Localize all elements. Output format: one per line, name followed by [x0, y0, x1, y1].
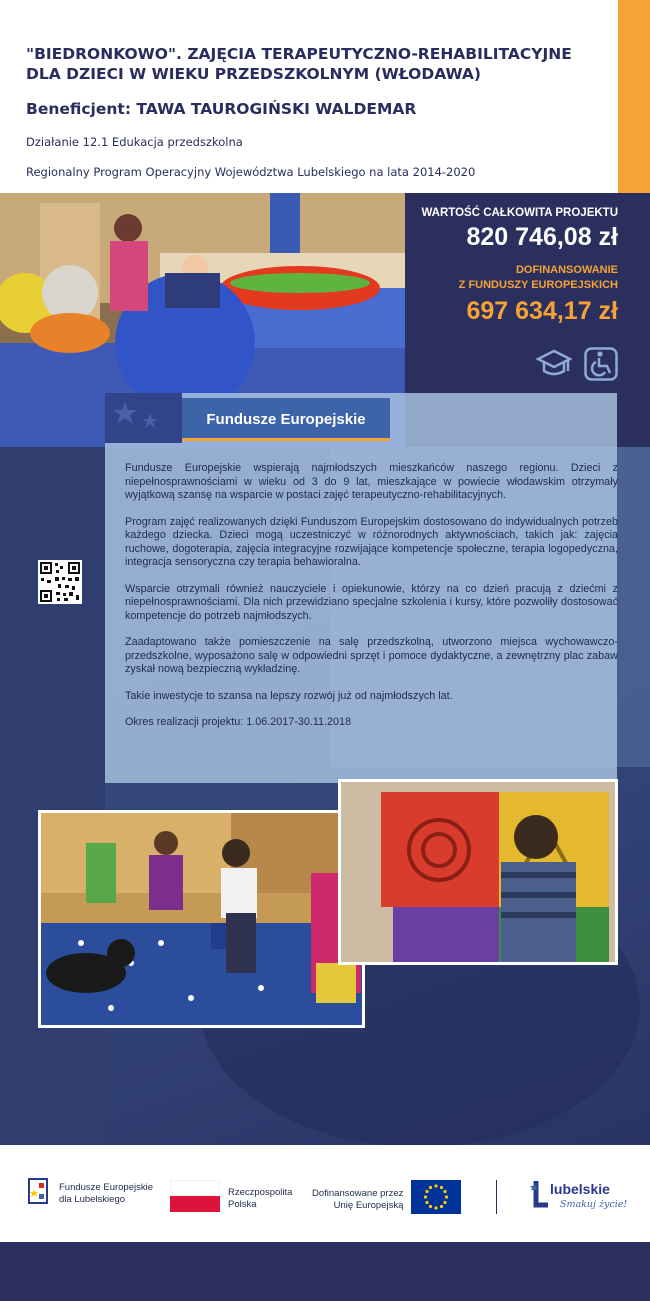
- section-tab-fundusze: Fundusze Europejskie: [182, 398, 390, 440]
- ue-logo: [312, 1180, 461, 1219]
- rp-text: [228, 1187, 292, 1211]
- ue-text: [312, 1188, 403, 1212]
- rp-line1: Rzeczpospolita: [228, 1186, 293, 1198]
- total-value: 820 746,08 zł: [466, 223, 618, 251]
- lubelskie-name: lubelskie: [550, 1181, 610, 1197]
- left-strip: [0, 447, 105, 1145]
- sensory-wall-photo: [338, 779, 618, 965]
- paragraph-1: Fundusze Europejskie wspierają najmłodszych mieszkańców naszego regionu. Dzieci z niepełnosprawnościami w wieku od 3 do 9 lat, mieszkające w powiecie włodawskim otrzymały wyjątkową szansę na wsparcie w postaci zajęć terapeutyczno-rehabilitacyjnych.: [125, 462, 618, 501]
- fe-line2: dla Lubelskiego: [59, 1193, 126, 1205]
- cofunding-label: [418, 263, 618, 293]
- paragraph-6: Okres realizacji projektu: 1.06.2017-30.11.2018: [125, 716, 352, 728]
- fe-logo: [25, 1175, 153, 1212]
- polish-flag-icon: [170, 1180, 220, 1217]
- qr-code[interactable]: [38, 560, 82, 604]
- paragraph-5: Takie inwestycje to szansa na lepszy rozwój już od najmłodszych lat.: [125, 689, 453, 702]
- orange-accent-bar: [618, 0, 650, 193]
- rp-line2: Polska: [228, 1198, 257, 1210]
- graduation-cap-icon: [536, 347, 572, 386]
- lubelskie-slogan: Smakuj życie!: [560, 1199, 628, 1210]
- ue-line1: Dofinansowane przez: [312, 1187, 404, 1199]
- rp-logo: [170, 1180, 292, 1217]
- bottom-band: [0, 1242, 650, 1301]
- paragraph-3: Wsparcie otrzymali również nauczyciele i opiekunowie, którzy na co dzień pracują z dziećmi z niepełnosprawnościami. Dla nich przewidziano specjalne szkolenia i kursy, które pozwoliły dostosować kompetencje do potrzeb najmłodszych.: [125, 582, 618, 622]
- fe-text: [59, 1182, 153, 1206]
- eu-stars-decor: [105, 393, 182, 443]
- action-line: Działanie 12.1 Edukacja przedszkolna: [26, 135, 243, 149]
- total-value-label: WARTOŚĆ CAŁKOWITA PROJEKTU: [421, 207, 618, 219]
- cofunding-label-line1: DOFINANSOWANIE: [515, 264, 618, 276]
- header: [0, 0, 650, 193]
- program-line: Regionalny Program Operacyjny Województwa Lubelskiego na lata 2014-2020: [26, 165, 476, 179]
- eu-flag-icon: [411, 1180, 461, 1219]
- ue-line2: Unię Europejską: [333, 1199, 404, 1211]
- footer-divider: [496, 1180, 497, 1214]
- footer-logos: [0, 1145, 650, 1242]
- category-icons: [536, 347, 618, 386]
- fe-line1: Fundusze Europejskie: [59, 1181, 153, 1193]
- project-title: "BIEDRONKOWO". ZAJĘCIA TERAPEUTYCZNO-REHABILITACYJNE DLA DZIECI W WIEKU PRZEDSZKOLNYM (WŁODAWA): [26, 45, 572, 83]
- body-text: [125, 462, 618, 743]
- tab-underline: [182, 438, 390, 441]
- paragraph-2: Program zajęć realizowanych dzięki Funduszom Europejskim dostosowano do indywidualnych potrzeb każdego dziecka. Dzieci mogą uczestniczyć w różnorodnych aktywnościach, takich jak: zajęcia ruchowe, dogoterapia, zajęcia integracyjne rozwijające kompetencje społeczne, terapia logopedyczna, integracja sensoryczna czy terapia behawioralna.: [125, 515, 618, 568]
- dogotherapy-photo: [38, 810, 365, 1028]
- lubelskie-mark-icon: [530, 1179, 550, 1218]
- cofunding-label-line2: Z FUNDUSZY EUROPEJSKICH: [458, 279, 618, 291]
- fe-stars-icon: [25, 1175, 51, 1212]
- cofunding-value: 697 634,17 zł: [466, 297, 618, 325]
- wheelchair-icon: [584, 347, 618, 386]
- beneficiary: Beneficjent: TAWA TAUROGIŃSKI WALDEMAR: [26, 100, 417, 118]
- paragraph-4: Zaadaptowano także pomieszczenie na salę przedszkolną, utworzono miejsca wychowawczo-przedszkolne, wyposażono salę w odpowiedni sprzęt i pomoce dydaktyczne, a zewnętrzny plac zabaw zyskał nową bezpieczną wykładzinę.: [125, 636, 618, 675]
